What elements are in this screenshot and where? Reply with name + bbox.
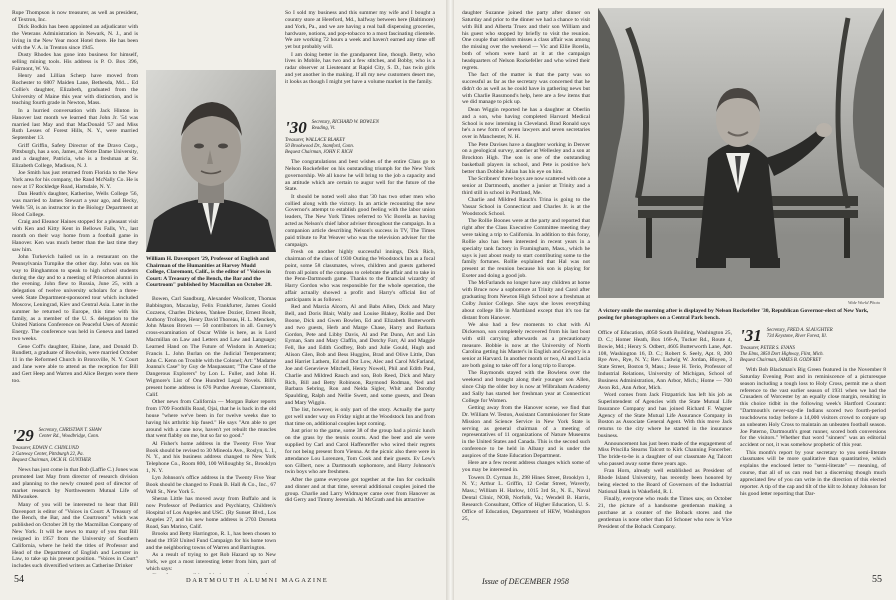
column-text xyxy=(12,10,138,385)
paragraph: daughter Suzanne joined the party after dinner on Saturday and prior to the dinner we had a chance to visit with Bill and Alberta Truex and their son William and his guest who stopped by briefly to visit the reunion. One couple that seldom misses a class affair was among the missing over the weekend — Vic and Ellie Borella, both of whom were hard at it at the campaign headquarters of Nelson Rockefeller and who wired their regrets. xyxy=(462,10,590,71)
paragraph: We also had a few moments to chat with Al Dickerson, son completely recovered from his last bout with still carrying afterwards as a precautionary measure. Bobbie is now at the University of North Carolina getting his Master's in English and Gregory is a senior at Harvard. In another month or two, Al and Lucia are both going to take off for a long trip to Europe. xyxy=(462,321,590,370)
class-31-heading xyxy=(740,328,886,343)
photo-credit: Wide World Photo xyxy=(848,300,881,305)
class-30-heading xyxy=(285,120,435,135)
paragraph: Craig and Eleanor Haines stopped for a pleasant visit with Ken and Kitty Kent in Bellows Falls, Vt., last month on their way home from a football game in Hanover. Ken was much better than the last time they saw him. xyxy=(12,219,138,253)
paragraph: Fran Horn, already well established as President of Rhode Island University, has recently been honored by being elected to the Board of Governors of the Industrial National Bank in Wakefield, R. I. xyxy=(598,468,732,495)
paragraph: Word comes from Jack Fitzpatrick has left his job as Superintendent of Agencies with the State Mutual Life Insurance Company and has joined Richard F. Wagner Agency of the State Mutual Life Assurance Company in Boston as Associate General Agent. With this move Jack returns to the city where he started in the insurance business. xyxy=(598,392,732,440)
paragraph: Henry and Lillian Scherp have moved from Rochester to 6807 Maiden Lane, Bethesda, Md.... Ed Collie's daughter, Elizabeth, graduated from the University of Maine this year with distinction, and is teaching fourth grade in Newton, Mass. xyxy=(12,73,138,107)
treasurer: Treasurer, EDWIN C. CHINLUND xyxy=(12,446,79,451)
paragraph: Joe Smith has just returned from Florida to the New York area for his company, the Rand McNally Co. He is now at 17 Rockledge Road, Hartsdale, N. Y. xyxy=(12,170,138,191)
paragraph: Griff Griffin, Safety Director of the Dravo Corp., Pittsburgh, has a son, James, at Notre Dame University, and a daughter, Patricia, who is a freshman at St. Elizabeth College, Madison, N. J. xyxy=(12,142,138,170)
left-column-1-lower xyxy=(12,420,138,570)
secretary: Secretary, RICHARD W. BOWLEN xyxy=(311,120,379,125)
class-year: '31 xyxy=(740,326,762,345)
paragraph: Dan Heath's daughter, Katherine, Wells College '56, was married to James Stewart a year ago, and Becky, Wells '58, is an instructor in the Biology Department at Hood College. xyxy=(12,191,138,218)
paragraph: Towers D. Cyrman Jr., 298 Hines Street, Brooklyn 1, N. Y.; Arthur L. Griffin, 12 Cedar Street, Waverly, Mass.; William H. Harlow, 1015 3rd St., N. E., Naval Dental Clinic, NOB, Norfolk, Va.; Wendell B. Harris, Research Consultant, Office of Higher Education, U. S. Office of Education, Department of HEW, Washington 25, xyxy=(462,474,590,522)
class-29-heading xyxy=(12,428,138,443)
secretary: Secretary, FRED A. SLAUGHTER xyxy=(766,328,833,333)
paragraph: So I sold my business and this summer my wife and I bought a country store at Hereford, Md., halfway between here (Baltimore) and York, Pa., and we are having a real ball dispensing groceries, hardware, notions, and pop-tobacco to a most fascinating clientele. We are working 72 hours a week and haven't earned any time off yet but probably will. xyxy=(285,10,435,51)
class-officers xyxy=(767,328,833,340)
paragraph: After the game everyone got together at the Inn for cocktails and dinner and at that time, several additional couples joined the group. Charlie and Larry Widmayer came over from Hanover as did Gerry and Timmy Jeremiah. Al McGrath and his attractive xyxy=(285,476,435,504)
treasurer: Treasurer, WALLACE BLAKEY xyxy=(285,138,345,143)
paragraph: Dick Bodkin has been appointed an adjudicator with the Veterans Administration in Newark, N. J., and is living in the New Year moot Hotel there. He has been with the V. A. in Trenton since 1945. xyxy=(12,24,138,51)
paragraph: The Rollie Boones were at the party and reported that right after the Class Executive Committee meeting they were taking a trip to California. In addition to this foray, Rollie also has been interested in recent years in a specialty tank factory in Framingham, Mass., which he says is just about ready to start contributing some to the family fortunes. Rollie explained that Hal was not present at the reunion because his son is playing for Exeter and doing a good job. xyxy=(462,218,590,280)
paragraph: News has just come in that Bob (Laffie C.) Jones was promoted last May from director of research division and planning to the newly created post of director of market research by Northwestern Mutual Life of Milwaukee. xyxy=(12,467,138,501)
paragraph: Finally, everyone who reads the Times saw, on October 21, the picture of a handsome gentleman making a purchase at a counter of the Boback stores and the gentleman is none other than Ed Schoner who now is Vice President of the Bohack Company. xyxy=(598,496,732,530)
page-number-left: 54 xyxy=(14,574,24,585)
secretary-address: Center Rd., Woodbridge, Conn. xyxy=(38,434,100,439)
bequest-chairman: Bequest Chairman, JOHN F. RICH xyxy=(285,150,353,155)
park-bench-image xyxy=(598,8,884,298)
paragraph: It should be noted well also that '30 has two other men who collied along with the victory. In an article recounting the new Governor's attempt to establish good feeling with the labor union leaders, The New York Times referred to Vic Borella as having acted as Nelson's chief labor adviser throughout the campaign. In a companion article describing Nelson's success in TV, The Times paid tribute to Pat Weaver who was the television adviser for the campaign. xyxy=(285,193,435,248)
footer-magazine-title: DARTMOUTH ALUMNI MAGAZINE xyxy=(186,577,329,584)
paragraph: Bowen, Carl Sandburg, Alexander Woollcott, Thomas Babbington, Macaulay, Felix Frankfurter, James Gould Cozzens, Charles Dickens, Yankee Dozier, Ernest Boult, Anthony Trollope, Henry David Thoreau, H. L. Mencken, John Mason Brown — 50 contributors in all. Gursey's cross-examination of Oscar Wilde is here, as is Lord Macmillan on Law and Letters and Law and Language; Learned Hand on The Future of Wisdom in America; Francis L. John Burlan on the Judicial Temperament; John C. Kenn on Trouble with the Colonel; Art: "Madame Joanna's Case" by Guy de Maupassant; "The Case of the Dangerous Explorers" by Lon L. Fuller, and John H. Wigmore's List of One Hundred Legal Novels. Bill's present home address is 676 Purdue Avenue, Claremont, Calif. xyxy=(146,296,276,398)
paragraph: Lyn Johnson's office address in the Twenty Five Year Book should be changed to Frank B. Hall & Co., Inc., 67 Wall St., New York 5. xyxy=(146,475,276,496)
treasurer-address: The Elms, 3850 Dort Highway, Flint, Mich. xyxy=(740,352,824,357)
paragraph: Sheran Little has moved away from Buffalo and is now Professor of Pediatrics and Psychiatry, Children's Hospital of Los Angeles and USC. (Ry Sunset Blvd., Los Angeles 27, and his new home address is 2703 Dorseta Road, San Marino, Calif. xyxy=(146,496,276,530)
rockefeller-photo xyxy=(598,8,884,298)
paragraph: Fresh on another highly successful innings, Dick Rich, chairman of the class of 1930 Outing the Woodstock Inn as a focal point, some 58 classmates, wives, children and guests gathered from all points of the compass to celebrate the affair and to take in the Penn-Dartmouth game. Thanks to the financial wizardry of Harry Gordon who was responsible for the whole operation, the affair actually showed a profit and Harry's official list of participants is as follows: xyxy=(285,248,435,303)
paragraph: The fact of the matter is that the party was so successful as far as the secretary was concerned that he didn't do as well as he could have in gathering news but with Charlie Rassmond's help, here are a few items that we did manage to pick up. xyxy=(462,72,590,106)
paragraph: This month's report by your secretary to you semi-literate classmates will be more qualitative than quantitative, which explains the enclosed letter to "semi-literate" — meaning, of course, that all of us can read but a discerning though much appreciated few of you can write in the direction of this elected reporter. A tip of the cap and tilt of the kilt to Johnny Johnson for his good letter reporting that Dar- xyxy=(740,449,886,497)
secretary-address: 734 Keystone, River Forest, Ill. xyxy=(766,334,827,339)
paragraph: I am doing better in the grandparent line, though. Betty, who lives in Mobile, has two and a few stitches, and Bobby, who is a radar observer at Lieutenant at Rapid City, S. D., has twin girls and yet another in the making. If all my new customers desert me, it looks as though I might yet have a volume market in the family. xyxy=(285,51,435,85)
paragraph: Gene Coff's daughter, Elaine, Jane, and Donald D. Rundlett, a graduate of Bowdoin, were married October 11 in the Reformed Church in Bronxville, N. Y. Court and Jane were able to attend as the reception for Bill and Gert Heep and Warren and Alice Bergen were there too. xyxy=(12,343,138,384)
paragraph: Rupe Thompson is now treasurer, as well as president, of Textron, Inc. xyxy=(12,10,138,23)
paragraph: John Turkevich hailed us in a restaurant on the Pennsylvania Turnpike the other day. John was on his way to Binghamton to speak to high school students during the day and to a meeting of Princeton alumni in the evening. John flew to Russia, June 25, with a delegation of twelve university scholars for a three-week State Department-sponsored tour which included Moscow, Leningrad, Kiev and Central Asia. Later in the summer he returned to Europe, this time with his family, as a member of the U. S. delegation to the United Nations Conference on Peaceful Uses of Atomic Energy. The conference was held in Geneva and lasted two weeks. xyxy=(12,254,138,343)
paragraph: Announcement has just been made of the engagement of Miss Priscilla Stearns Talcott to Kirk Channing Foncerber. The bride-to-be is a daughter of our classmate Ag Talcott who passed away some three years ago. xyxy=(598,440,732,468)
treasurer-address: 2 Gateway Center, Pittsburgh 22, Pa. xyxy=(12,452,84,457)
bequest-chairman: Bequest Chairman, JACK H. GUNTHER xyxy=(12,458,91,463)
right-column-3 xyxy=(740,326,886,574)
paragraph: Just prior to the game, some 38 of the group had a picnic lunch on the grass by the tennis courts. And the beer and ale were supplied by Carl and Carol Haffenreffer who wired their regrets for not being present from Vienna. At the picnic also there were in attendance Lou Lorenzen, Tom Cook and their guests. Ev Lew's son Gilbert, now a Dartmouth sophomore, and Harry Johnson's twin boys who are freshmen. xyxy=(285,428,435,476)
bequest-chairman: Bequest Chairman, JAMES B. GODFREY xyxy=(740,358,822,363)
paragraph: The Raymonds stayed with the Bowlens over the weekend and brought along their younger son Allen, since Chip the older boy is now at Wilbraham Academy and Sally has started her freshman year at Connecticut College for Women. xyxy=(462,370,590,404)
secretary: Secretary, CHRISTIAN T. SHAW xyxy=(38,428,102,433)
right-column-2 xyxy=(598,330,732,574)
left-column-3 xyxy=(285,112,435,574)
footer-issue-date xyxy=(482,577,569,586)
davenport-portrait-photo xyxy=(146,70,276,252)
rockefeller-photo-caption: A victory smile the morning after is displayed by Nelson Rockefeller '30, Republican Governor-elect of New York, posing for photographers on a Central Park bench. xyxy=(598,308,869,321)
class-officers xyxy=(312,120,379,132)
left-column-1 xyxy=(12,10,138,425)
paragraph: The McFarlands no longer have any children at home with Bruce now a sophomore at Trinity and Carol after graduating from Newton High School now a freshman at Colby Junior College. She says she loves everything about college life in Marthland except that it's too far distant from Hanover. xyxy=(462,280,590,321)
paragraph: Getting away from the Hanover scene, we find that Dr. William W. Teston, Assistant Commissioner for State Mission and Science Service in New York State is serving as general chairman of a meeting of representatives of 11 organizations of Nature Museums in the United States and Canada. This is the second such conference to be held in Albany and is under the auspices of the State Education Department. xyxy=(462,405,590,459)
paragraph: Dean Wiggin reported he has a daughter at Oberlin and a son, who having completed Harvard Medical School is now interning in Cleveland. Brad Ronald says he's a new form of seven lawyers and seven secretaries over in Manchester, N. H. xyxy=(462,106,590,141)
class-year: '30 xyxy=(285,118,307,137)
paragraph xyxy=(146,573,276,574)
paragraph: Charlie and Mildred Rauch's Trina is going to the Vassar School in Connecticut and Charles Jr. is at the Woodstock School. xyxy=(462,197,590,217)
paragraph: The list, however, is only part of the story. Actually the party got well under way on Friday night at the Woodstock Inn and from that time on, additional couples kept coming. xyxy=(285,407,435,428)
treasurer-address: 50 Brookwood Dr., Stamford, Conn. xyxy=(285,144,354,149)
paragraph: With Bob Blackman's Big Green featured in the November 8 Saturday Evening Post and in reminiscence of a picturesque season including a tough loss to Holy Cross, permit me a short reference to the vast earlier season of 1931 when we had the Crusaders of Worcester by an equally close margin, resulting in this choice tidbit in the following week's Hartford Courant: "Dartmouth's never-say-die Indians scored two fourth-period touchdowns today before a 14,000 visitors crowd to conjure up an unbeaten Holy Cross to maintain an unbeaten football season. Joe Paterno, Dartmouth's great runner, scored both conversions for the visitors." Whether that word "sinners" was an editorial accident or not, it was somehow prophetic of this year. xyxy=(740,367,886,449)
paragraph: In a hurried conversation with Jack Hinton in Hanover last month we learned that John Jr. '54 was married last May and that MacDonald '57 and Miss Ruth Lesses of Forest Hills, N. Y., were married September 13. xyxy=(12,107,138,142)
portrait-image xyxy=(146,70,276,252)
paragraph: The Pete Davises have a daughter working in Denver on a geological survey, another at Wellesley and a son at Brockton High. The son is one of the outstanding basketball players in school, and Pete is positive he's better than Dobbie Julian has his eye on him. xyxy=(462,141,590,175)
left-column-3-upper xyxy=(285,10,435,120)
class-year: '29 xyxy=(12,426,34,445)
paragraph: The Scribners' three boys are now scattered with one a senior at Dartmouth, another a junior at Trinity and a third still in school in Portland, Me. xyxy=(462,176,590,196)
class-officers xyxy=(39,428,102,440)
left-column-2 xyxy=(146,296,276,574)
paragraph: Here are a few recent address changes which some of you may be interested in. xyxy=(462,460,590,474)
paragraph: The congratulations and best wishes of the entire Class go to Nelson Rockefeller on his outstanding triumph for the New York governorship. We all know he will bring to the job a capacity and an attitude which are certain to augur well for the future of the State. xyxy=(285,159,435,193)
paragraph: Many of you will be interested to hear that Bill Davenport is editor of "Voices in Court: A Treasury of the Bench, the Bar, and the Courtroom" which was published on October 28 by the Macmillan Company of New York. It will be news to many of you that Bill resigned in 1957 from the University of Southern California, where he held the titles of Professor and Head of the Department of English and Lecturer in Law, to take up his present position. "Voices in Court" includes such diversified writers as Catherine Drinker xyxy=(12,501,138,570)
right-page xyxy=(452,0,896,600)
paragraph: Other news from California — Morgan Baker reports from 1709 Foothills Road, Ojai, that he is back in the old house "where we've been in for twelve weeks due to having his arthritic hip fused." He says "Am able to get around with a cane now, haven't yet rebuilt the muscles that went flabby on me, but so far so good." xyxy=(146,399,276,440)
paragraph: Red and Marcia Alcorn, Al and Babs Allen, Dick and Mary Bell, and Doris Blair, Wally and Louise Blakey, Rollie and Dot Boone, Dick and Gwen Bowlen, Ed and Elizabeth Butterworth and two guests, Herb and Marge Chase, Harry and Barbara Gordon, Pete and Libby Davis, Al and Pat Dunn, Art and Lin Eyman, Sam and Mary Claffin, and Dotchy Farr, Al and Maggie Fell, Ike and Edith Godfrey, Bob and Julie Gould, Hugh and Alison Glen, Bob and Bess Huggins, Brad and Olive Little, Dan and Harriet Lathem, Ed and Dot Low, Alec and Carol McFarland, Joe and Genevieve Mitchell, Henry Nowell, Phil and Edith Paul, Charlie and Mildred Rauch and son, Bob Reed, Dick and Mary Rich, Bill and Betty Robinson, Raymond Rodman, Ned and Barbara Sebring, Ron and Nelda Sigler, Whit and Dorothy Spaulding, Ralph and Nellie Swett, and some guests, and Dean and Mary Wiggin. xyxy=(285,304,435,407)
paragraph: Brooks and Betty Harrington, R. I., has been chosen to head the 1958 United Fund Campaign for his home town and the neighboring towns of Warren and Barrington. xyxy=(146,531,276,551)
paragraph: As a result of trying to get Rob Hazard up to New York, we got a most interesting letter from him, part of which says: xyxy=(146,552,276,572)
treasurer: Treasurer, PETER S. EVANS xyxy=(740,346,795,351)
paragraph: Al Fisher's home address in the Twenty Five Year Book should be revised to 30 Mineola Ave., Roslyn, L. I., N. Y., and his business address changed to New York Telephone Co., Room 800, 100 Willoughby St., Brooklyn 1, N. Y. xyxy=(146,440,276,475)
right-column-1 xyxy=(462,10,590,570)
paragraph: Office of Education, 4050 South Building, Washington 25, D. C.; Homer Heath, Box 166-A, Tucker Rd., Route 4, Bowie, Md.; Henry S. Odbert, 4605 Butterworth Lane, Apt. 108, Washington 16, D. C.; Robert S. Seely, Apt. 8, 200 Rye Ave., Rye, N. Y.; Rev. Ludwig W. Jordan, Bloyen, 3 State Street, Boston 9, Mass.; Jesse H. Terio, Professor of Industrial Relations, University of Michigan, School of Business Administration, Ann Arbor, Mich.; Home — 700 Avon Rd., Ann Arbor, Mich. xyxy=(598,330,732,391)
paragraph: Dusty Rhodes has gone into business for himself, selling mining tools. His address is P. O. Box 396, Fairmont, W. Va. xyxy=(12,52,138,72)
page-number-right: 55 xyxy=(872,574,882,585)
secretary-address: Reading, Vt. xyxy=(311,126,336,131)
davenport-photo-caption: William H. Davenport '29, Professor of English and Chairman of the Humanities at Harvey Mudd College, Claremont, Calif., is the editor of "Voices in Court: A Treasury of the Bench, the Bar and the Courtroom" published by Macmillan on October 28. xyxy=(146,256,272,289)
issue-date: Issue of DECEMBER 1958 xyxy=(482,577,569,586)
